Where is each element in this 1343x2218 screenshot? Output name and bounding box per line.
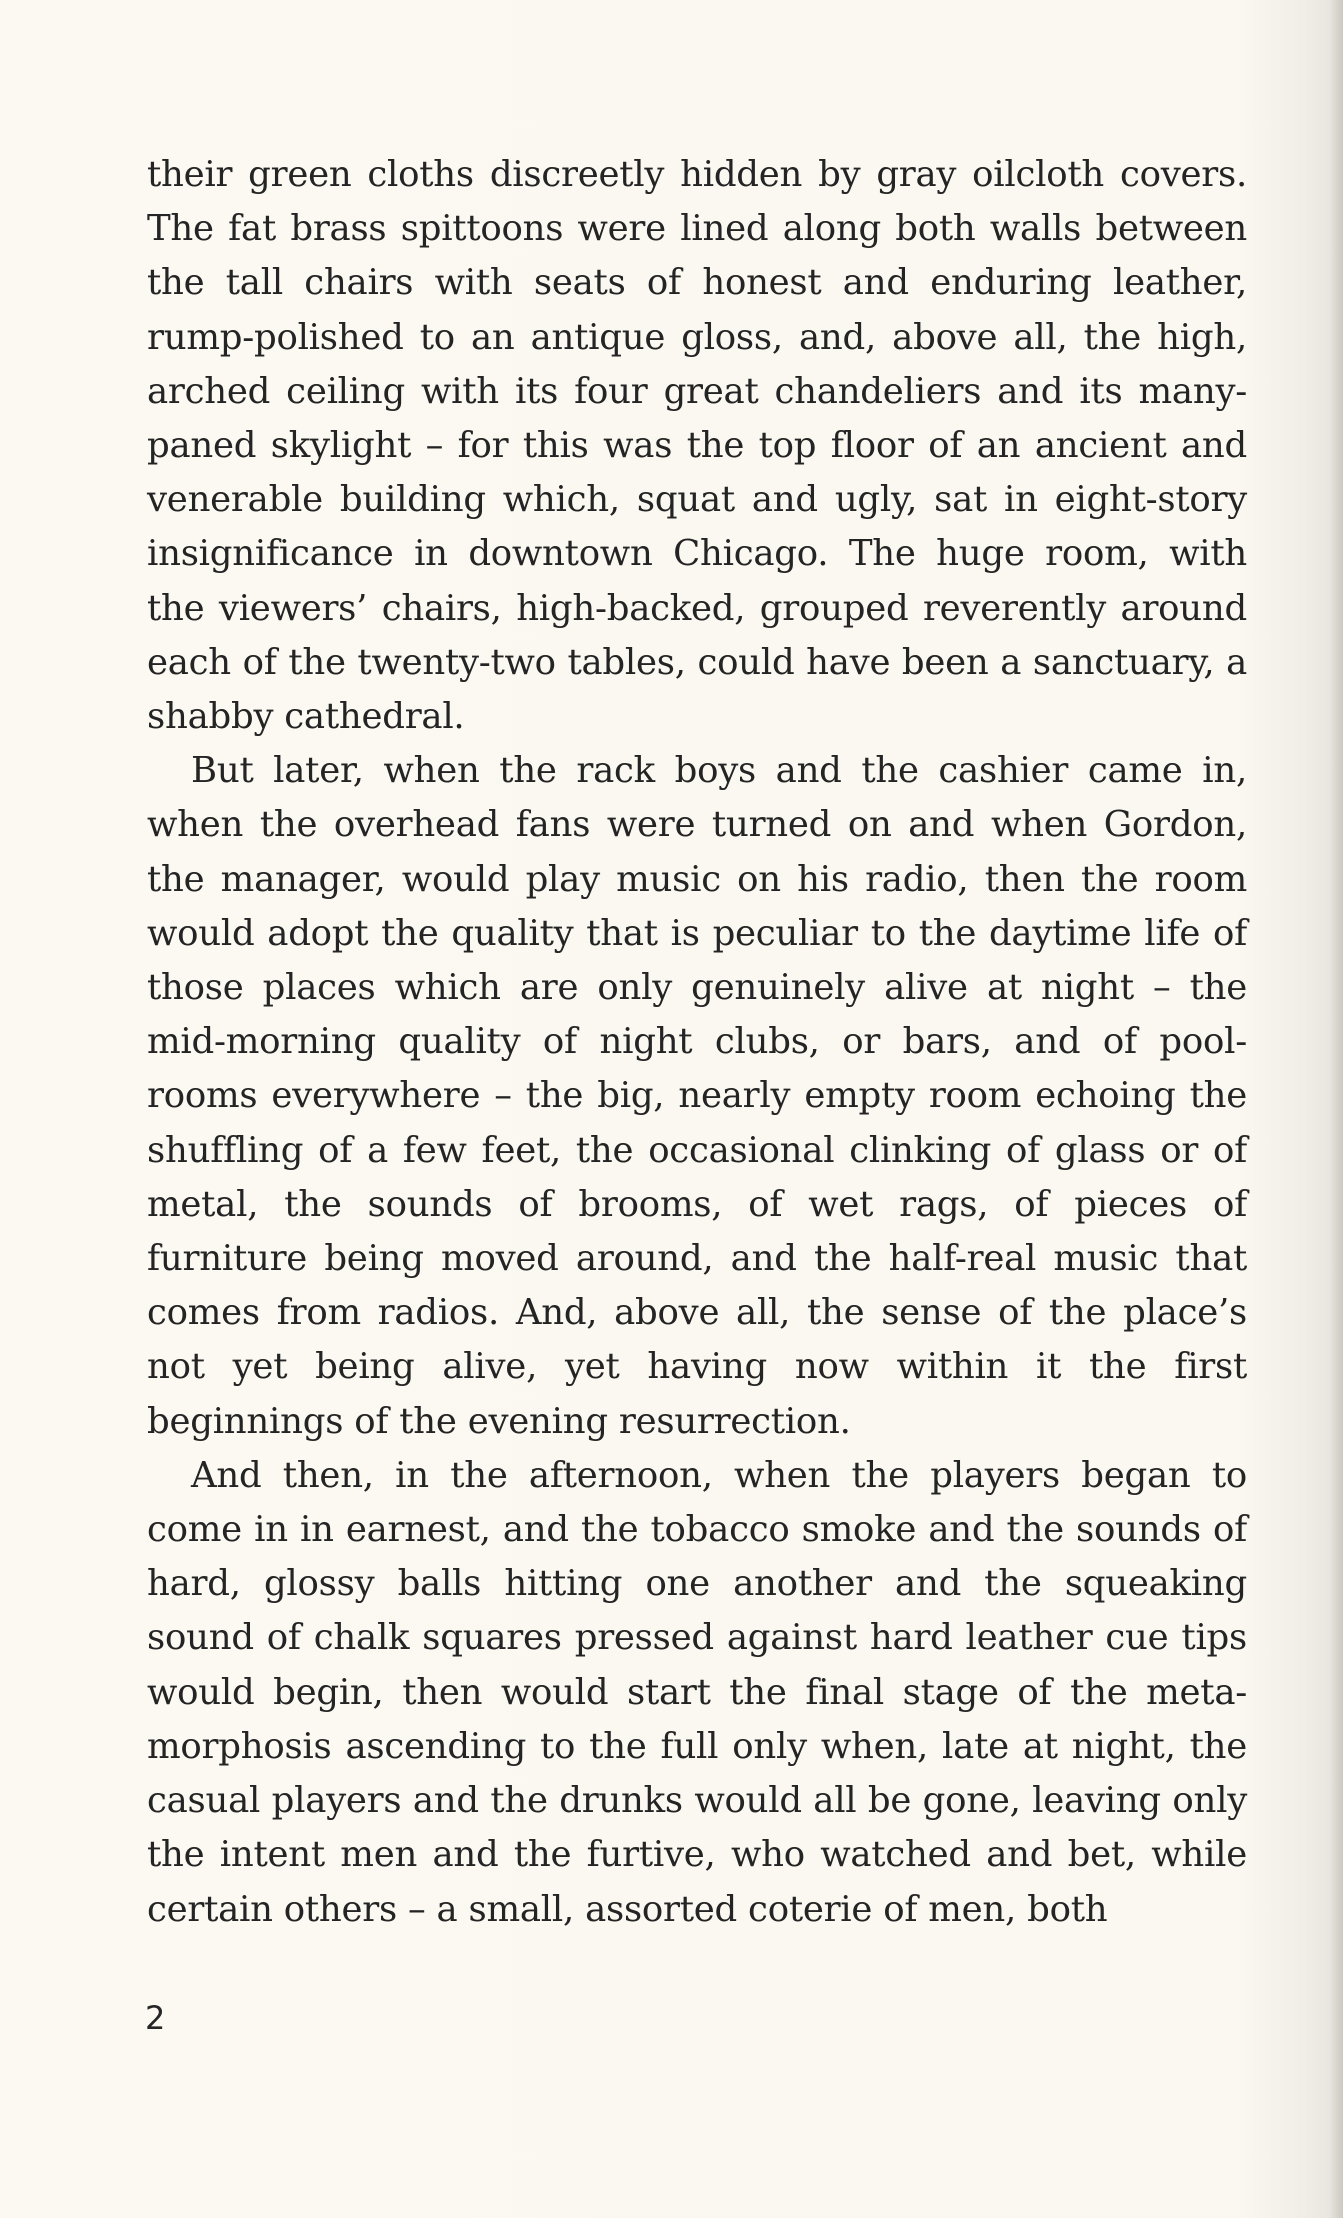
body-text [147,148,1247,1937]
page-edge-shadow [1329,0,1343,2218]
paragraph-but-later: But later, when the rack boys and the cashier came in, when the overhead fans were turned on and when Gordon, the manager, would play music on his radio, then the room would adopt the quality that is peculiar to the daytime life of those places which are only genuinely alive at night – the mid-morning quality of night clubs, or bars, and of pool-rooms everywhere – the big, nearly empty room echoing the shuffling of a few feet, the occasional clinking of glass or of metal, the sounds of brooms, of wet rags, of pieces of furniture being moved around, and the half-real music that comes from radios. And, above all, the sense of the place’s not yet being alive, yet having now within it the first beginnings of the evening resurrection. [147,750,1247,1442]
paragraph-continued: their green cloths discreetly hidden by gray oilcloth covers. The fat brass spittoons were lined along both walls between the tall chairs with seats of honest and enduring leather, rump-polished to an antique gloss, and, above all, the high, arched ceiling with its four great chandeliers and its many-paned skylight – for this was the top floor of an ancient and venerable building which, squat and ugly, sat in eight-story insignificance in downtown Chicago. The huge room, with the viewers’ chairs, high-backed, grouped reverently around each of the twenty-two tables, could have been a sanctuary, a shabby cathedral. [147,154,1247,738]
paragraph-and-then: And then, in the afternoon, when the players began to come in in earnest, and the tobacco smoke and the sounds of hard, glossy balls hitting one another and the squeaking sound of chalk squares pressed against hard leather cue tips would begin, then would start the final stage of the meta-morphosis ascending to the full only when, late at night, the casual players and the drunks would all be gone, leaving only the intent men and the furtive, who watched and bet, while certain others – a small, assorted coterie of men, both [147,1454,1247,1930]
page-number: 2 [145,1999,166,2037]
